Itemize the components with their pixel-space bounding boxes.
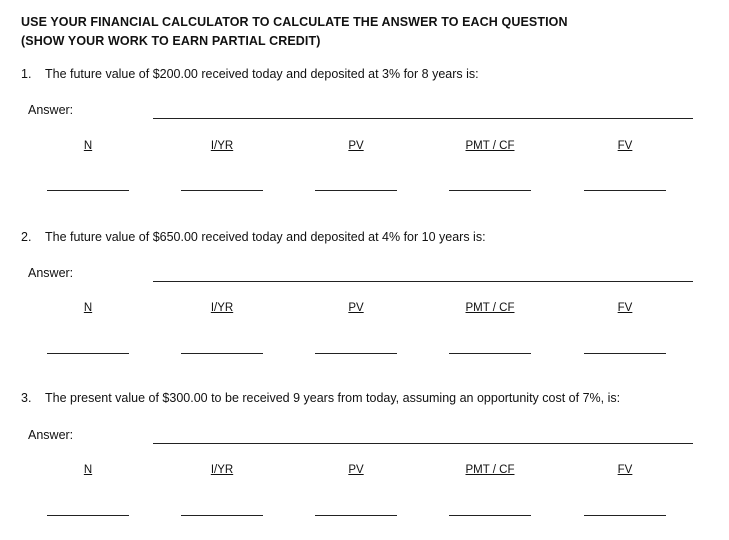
col-label-pv: PV [348, 140, 364, 152]
instructions-line-1: USE YOUR FINANCIAL CALCULATOR TO CALCULATE THE ANSWER TO EACH QUESTION [21, 15, 568, 29]
col-label-iyr: I/YR [210, 464, 234, 476]
answer-field[interactable] [153, 118, 693, 119]
answer-label: Answer: [28, 103, 74, 117]
blank-pv[interactable] [315, 515, 397, 516]
col-label-iyr: I/YR [210, 302, 234, 314]
question-prompt: The present value of $300.00 to be received 9 years from today, assuming an opportunity cost of 7%, is: [45, 391, 621, 405]
blank-fv[interactable] [584, 353, 666, 354]
answer-label: Answer: [28, 428, 74, 442]
col-label-pmt-cf: PMT / CF [465, 464, 515, 476]
question-number: 2. [21, 230, 32, 244]
col-label-n: N [83, 140, 93, 152]
col-label-pv: PV [348, 302, 364, 314]
col-label-fv: FV [617, 302, 633, 314]
blank-n[interactable] [47, 515, 129, 516]
question-number: 3. [21, 391, 32, 405]
blank-n[interactable] [47, 353, 129, 354]
blank-n[interactable] [47, 190, 129, 191]
instructions-line-2: (SHOW YOUR WORK TO EARN PARTIAL CREDIT) [21, 34, 321, 48]
col-label-fv: FV [617, 140, 633, 152]
col-label-iyr: I/YR [210, 140, 234, 152]
col-label-pv: PV [348, 464, 364, 476]
blank-iyr[interactable] [181, 353, 263, 354]
question-number: 1. [21, 67, 32, 81]
question-text [21, 67, 479, 81]
col-label-pmt-cf: PMT / CF [465, 140, 515, 152]
question-text [21, 230, 486, 244]
blank-iyr[interactable] [181, 190, 263, 191]
blank-fv[interactable] [584, 190, 666, 191]
blank-pv[interactable] [315, 353, 397, 354]
answer-field[interactable] [153, 443, 693, 444]
col-label-n: N [83, 302, 93, 314]
col-label-pmt-cf: PMT / CF [465, 302, 515, 314]
instructions-header [21, 13, 568, 51]
answer-label: Answer: [28, 266, 74, 280]
col-label-n: N [83, 464, 93, 476]
question-text [21, 391, 620, 405]
question-prompt: The future value of $200.00 received today and deposited at 3% for 8 years is: [45, 67, 479, 81]
blank-pv[interactable] [315, 190, 397, 191]
blank-pmt-cf[interactable] [449, 515, 531, 516]
col-label-fv: FV [617, 464, 633, 476]
blank-pmt-cf[interactable] [449, 190, 531, 191]
blank-pmt-cf[interactable] [449, 353, 531, 354]
blank-fv[interactable] [584, 515, 666, 516]
blank-iyr[interactable] [181, 515, 263, 516]
answer-field[interactable] [153, 281, 693, 282]
question-prompt: The future value of $650.00 received today and deposited at 4% for 10 years is: [45, 230, 486, 244]
